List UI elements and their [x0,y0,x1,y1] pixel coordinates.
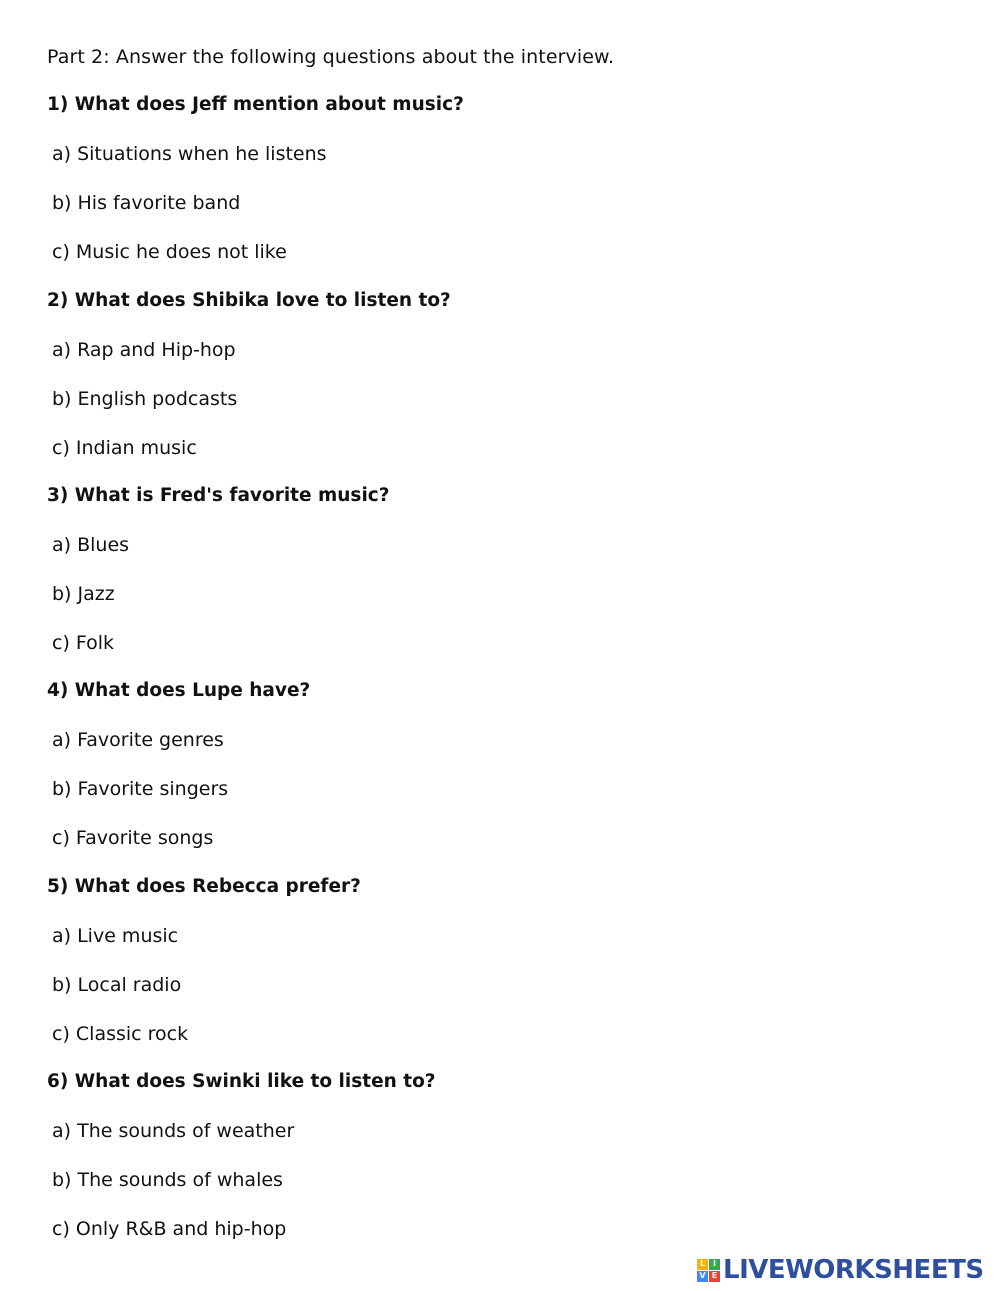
option-1a[interactable]: a) Situations when he listens [52,143,327,165]
logo-block-e: E [709,1271,720,1282]
option-6a[interactable]: a) The sounds of weather [52,1120,295,1142]
logo-block-v: V [697,1271,708,1282]
option-6b[interactable]: b) The sounds of whales [52,1169,283,1191]
option-3b[interactable]: b) Jazz [52,583,115,605]
instructions: Part 2: Answer the following questions about the interview. [47,46,615,68]
option-1c[interactable]: c) Music he does not like [52,241,287,263]
option-4c[interactable]: c) Favorite songs [52,827,214,849]
option-5b[interactable]: b) Local radio [52,974,182,996]
question-2: 2) What does Shibika love to listen to? [47,290,451,311]
question-block-5 [47,874,947,1070]
option-2c[interactable]: c) Indian music [52,437,197,459]
question-3: 3) What is Fred's favorite music? [47,485,390,506]
option-1b[interactable]: b) His favorite band [52,192,241,214]
option-2a[interactable]: a) Rap and Hip-hop [52,339,236,361]
question-block-6 [47,1069,947,1265]
option-4b[interactable]: b) Favorite singers [52,778,229,800]
liveworksheets-logo[interactable] [697,1256,984,1284]
question-block-4 [47,678,947,874]
option-3c[interactable]: c) Folk [52,632,115,654]
question-4: 4) What does Lupe have? [47,680,311,701]
option-2b[interactable]: b) English podcasts [52,388,238,410]
option-6c[interactable]: c) Only R&B and hip-hop [52,1218,287,1240]
question-block-3 [47,483,947,679]
live-blocks-icon [697,1259,720,1282]
logo-block-i: I [709,1259,720,1270]
question-5: 5) What does Rebecca prefer? [47,876,361,897]
option-5c[interactable]: c) Classic rock [52,1023,189,1045]
question-6: 6) What does Swinki like to listen to? [47,1071,436,1092]
logo-block-l: L [697,1259,708,1270]
option-4a[interactable]: a) Favorite genres [52,729,224,751]
question-1: 1) What does Jeff mention about music? [47,94,464,115]
option-5a[interactable]: a) Live music [52,925,179,947]
option-3a[interactable]: a) Blues [52,534,130,556]
question-block-1 [47,92,947,288]
brand-name: LIVEWORKSHEETS [723,1255,984,1285]
question-block-2 [47,288,947,484]
